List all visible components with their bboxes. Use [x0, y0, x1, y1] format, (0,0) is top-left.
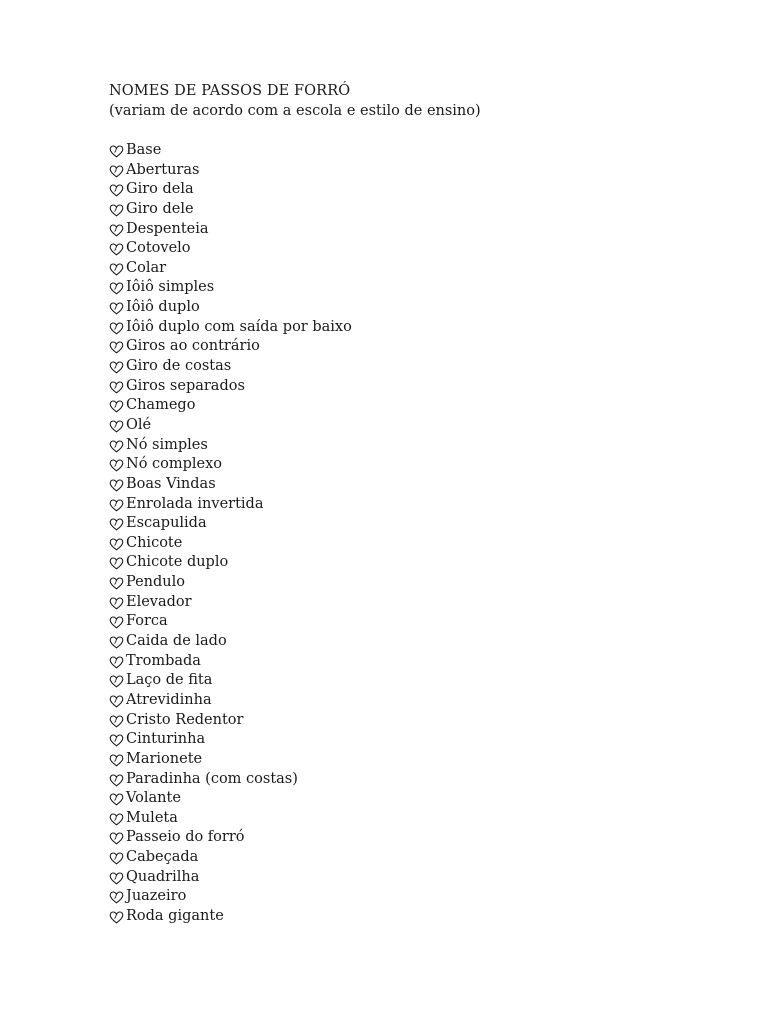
heart-outline-icon	[109, 396, 126, 416]
heart-outline-icon	[109, 416, 126, 436]
heart-outline-icon	[109, 671, 126, 691]
heart-outline-icon	[109, 848, 126, 868]
list-item	[109, 789, 352, 809]
step-label: Despenteia	[126, 220, 209, 237]
heart-outline-icon	[109, 828, 126, 848]
list-item	[109, 416, 352, 436]
document-title: NOMES DE PASSOS DE FORRÓ	[109, 83, 351, 99]
heart-outline-icon	[109, 632, 126, 652]
list-item	[109, 828, 352, 848]
list-item	[109, 396, 352, 416]
step-label: Giro de costas	[126, 358, 232, 375]
list-item	[109, 180, 352, 200]
list-item	[109, 632, 352, 652]
list-item	[109, 691, 352, 711]
list-item	[109, 887, 352, 907]
list-item	[109, 436, 352, 456]
step-label: Trombada	[126, 652, 201, 669]
step-label: Volante	[126, 790, 181, 807]
list-item	[109, 770, 352, 790]
step-label: Atrevidinha	[126, 691, 212, 708]
step-label: Giro dele	[126, 200, 194, 217]
step-label: Giros ao contrário	[126, 338, 260, 355]
step-label: Enrolada invertida	[126, 495, 264, 512]
list-item	[109, 907, 352, 927]
heart-outline-icon	[109, 789, 126, 809]
step-label: Giro dela	[126, 181, 194, 198]
step-label: Quadrilha	[126, 868, 200, 885]
heart-outline-icon	[109, 436, 126, 456]
step-label: Chicote duplo	[126, 554, 229, 571]
heart-outline-icon	[109, 239, 126, 259]
heart-outline-icon	[109, 377, 126, 397]
list-item	[109, 357, 352, 377]
heart-outline-icon	[109, 612, 126, 632]
heart-outline-icon	[109, 259, 126, 279]
step-label: Caida de lado	[126, 633, 227, 650]
step-label: Paradinha (com costas)	[126, 770, 298, 787]
heart-outline-icon	[109, 495, 126, 515]
list-item	[109, 671, 352, 691]
step-label: Nó complexo	[126, 456, 223, 473]
step-label: Olé	[126, 416, 152, 433]
list-item	[109, 730, 352, 750]
step-label: Cabeçada	[126, 849, 199, 866]
steps-list	[109, 141, 352, 927]
list-item	[109, 553, 352, 573]
list-item	[109, 455, 352, 475]
heart-outline-icon	[109, 220, 126, 240]
list-item	[109, 573, 352, 593]
step-label: Muleta	[126, 809, 178, 826]
step-label: Roda gigante	[126, 907, 224, 924]
step-label: Iôiô duplo com saída por baixo	[126, 318, 352, 335]
list-item	[109, 495, 352, 515]
step-label: Elevador	[126, 593, 192, 610]
heart-outline-icon	[109, 573, 126, 593]
step-label: Base	[126, 142, 162, 158]
list-item	[109, 141, 352, 161]
heart-outline-icon	[109, 337, 126, 357]
heart-outline-icon	[109, 298, 126, 318]
step-label: Escapulida	[126, 515, 207, 532]
step-label: Chamego	[126, 397, 196, 414]
list-item	[109, 298, 352, 318]
heart-outline-icon	[109, 652, 126, 672]
list-item	[109, 278, 352, 298]
list-item	[109, 377, 352, 397]
list-item	[109, 337, 352, 357]
step-label: Cinturinha	[126, 731, 206, 748]
list-item	[109, 711, 352, 731]
list-item	[109, 318, 352, 338]
heart-outline-icon	[109, 161, 126, 181]
step-label: Laço de fita	[126, 672, 213, 689]
heart-outline-icon	[109, 553, 126, 573]
heart-outline-icon	[109, 318, 126, 338]
list-item	[109, 848, 352, 868]
document-subtitle: (variam de acordo com a escola e estilo de ensino)	[109, 102, 481, 119]
step-label: Passeio do forró	[126, 829, 245, 846]
heart-outline-icon	[109, 200, 126, 220]
step-label: Nó simples	[126, 436, 208, 453]
list-item	[109, 161, 352, 181]
heart-outline-icon	[109, 180, 126, 200]
step-label: Cotovelo	[126, 240, 191, 257]
heart-outline-icon	[109, 357, 126, 377]
step-label: Colar	[126, 259, 167, 276]
step-label: Marionete	[126, 750, 203, 767]
heart-outline-icon	[109, 455, 126, 475]
step-label: Chicote	[126, 534, 183, 551]
list-item	[109, 534, 352, 554]
list-item	[109, 809, 352, 829]
heart-outline-icon	[109, 809, 126, 829]
list-item	[109, 259, 352, 279]
heart-outline-icon	[109, 711, 126, 731]
list-item	[109, 475, 352, 495]
heart-outline-icon	[109, 907, 126, 927]
list-item	[109, 220, 352, 240]
heart-outline-icon	[109, 691, 126, 711]
list-item	[109, 200, 352, 220]
step-label: Boas Vindas	[126, 475, 216, 492]
list-item	[109, 868, 352, 888]
step-label: Aberturas	[126, 161, 200, 178]
step-label: Iôiô simples	[126, 279, 215, 296]
step-label: Juazeiro	[126, 888, 187, 905]
heart-outline-icon	[109, 730, 126, 750]
heart-outline-icon	[109, 514, 126, 534]
list-item	[109, 239, 352, 259]
heart-outline-icon	[109, 141, 126, 161]
step-label: Pendulo	[126, 574, 186, 591]
heart-outline-icon	[109, 593, 126, 613]
heart-outline-icon	[109, 534, 126, 554]
list-item	[109, 750, 352, 770]
heart-outline-icon	[109, 278, 126, 298]
heart-outline-icon	[109, 475, 126, 495]
list-item	[109, 514, 352, 534]
step-label: Cristo Redentor	[126, 711, 244, 728]
heart-outline-icon	[109, 868, 126, 888]
document-page	[109, 82, 709, 924]
heart-outline-icon	[109, 887, 126, 907]
heart-outline-icon	[109, 750, 126, 770]
step-label: Forca	[126, 613, 168, 630]
list-item	[109, 652, 352, 672]
heart-outline-icon	[109, 770, 126, 790]
list-item	[109, 593, 352, 613]
list-item	[109, 612, 352, 632]
step-label: Iôiô duplo	[126, 299, 200, 316]
step-label: Giros separados	[126, 377, 245, 394]
